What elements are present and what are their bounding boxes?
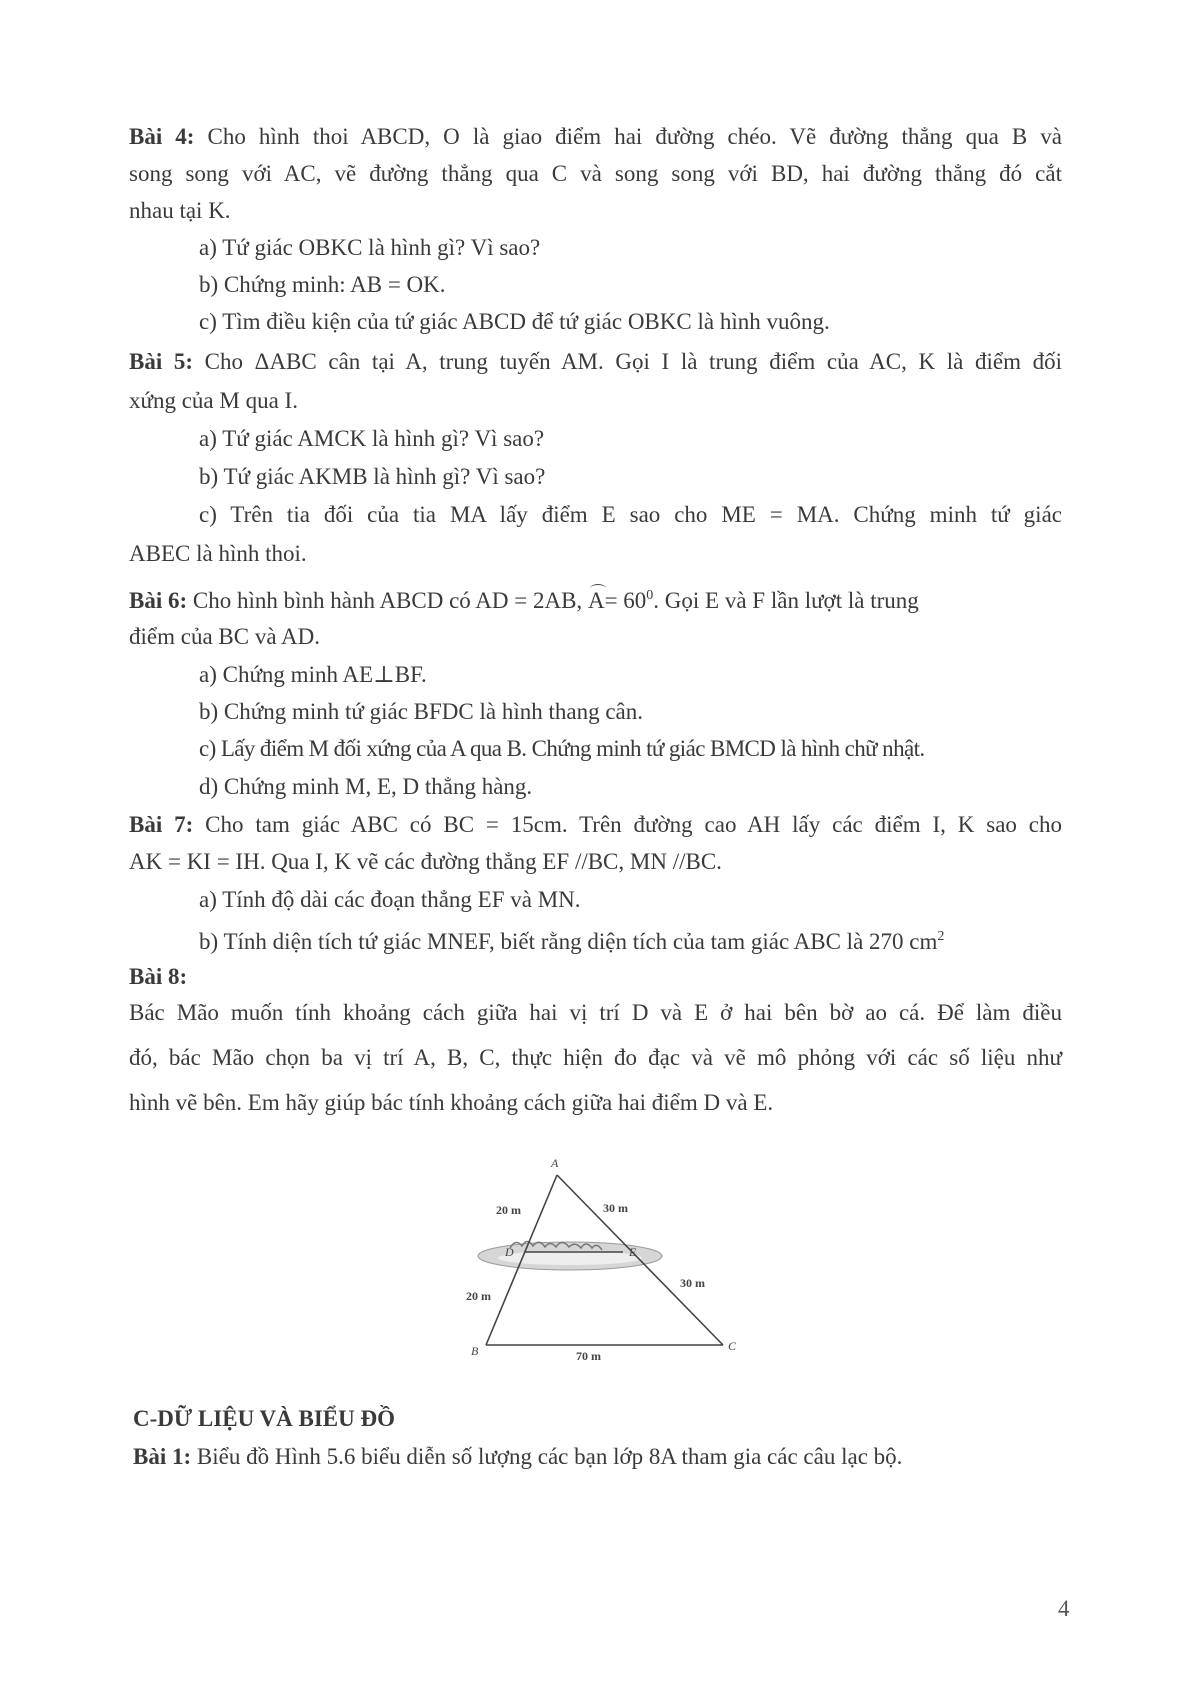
b8-line-1: Bác Mão muốn tính khoảng cách giữa hai vị trí D và E ở hai bên bờ ao cá. Để làm điều <box>129 1000 1062 1025</box>
b6-angle-a: A <box>588 586 605 616</box>
b5-part-c-2: ABEC là hình thoi. <box>129 541 307 566</box>
b7-part-b-text: b) Tính diện tích tứ giác MNEF, biết rằng diện tích của tam giác ABC là <box>199 929 864 954</box>
label-a: A <box>551 1156 559 1170</box>
b7-label: Bài 7: <box>129 812 194 837</box>
b5-label: Bài 5: <box>129 349 194 374</box>
b6-text-1a: Cho hình bình hành ABCD có AD = 2AB, <box>192 588 583 613</box>
b6-degree: 0 <box>646 588 654 603</box>
b6-part-b: b) Chứng minh tứ giác BFDC là hình thang cân. <box>199 699 643 724</box>
b4-line-3: nhau tại K. <box>129 198 231 223</box>
section-c-b1 <box>133 1442 902 1472</box>
b6-line-2: điểm của BC và AD. <box>129 624 320 649</box>
label-db: 20 m <box>466 1289 491 1303</box>
section-c-title: C-DỮ LIỆU VÀ BIỂU ĐỒ <box>133 1406 395 1431</box>
b5-text-1: Cho ΔABC cân tại A, trung tuyến AM. Gọi I là trung điểm của AC, K là điểm đối <box>204 349 1063 374</box>
b7-area: 270 cm <box>869 929 938 954</box>
b4-line-2: song song với AC, vẽ đường thẳng qua C và song song với BD, hai đường thẳng đó cắt <box>129 161 1062 186</box>
b6-part-c: c) Lấy điểm M đối xứng của A qua B. Chứng minh tứ giác BMCD là hình chữ nhật. <box>199 736 925 761</box>
label-c: C <box>728 1339 737 1353</box>
label-e: E <box>629 1245 637 1259</box>
b6-text-1b: . Gọi E và F lần lượt là trung <box>653 588 919 613</box>
b8-line-3: hình vẽ bên. Em hãy giúp bác tính khoảng cách giữa hai điểm D và E. <box>129 1090 774 1115</box>
b7-text-1: Cho tam giác ABC có BC = 15cm. Trên đường cao AH lấy các điểm I, K sao cho <box>205 812 1062 837</box>
b6-angle-eq: = 60 <box>604 588 647 613</box>
b5-part-b: b) Tứ giác AKMB là hình gì? Vì sao? <box>199 464 546 489</box>
page-number: 4 <box>1058 1596 1070 1621</box>
section-c-b1-text: Biểu đồ Hình 5.6 biểu diễn số lượng các bạn lớp 8A tham gia các câu lạc bộ. <box>196 1444 903 1469</box>
b7-part-b <box>199 922 944 957</box>
b8-line-2: đó, bác Mão chọn ba vị trí A, B, C, thực hiện đo đạc và vẽ mô phỏng với các số liệu như <box>129 1045 1062 1070</box>
b4-text-1: Cho hình thoi ABCD, O là giao điểm hai đường chéo. Vẽ đường thẳng qua B và <box>207 124 1062 149</box>
label-b: B <box>471 1344 479 1358</box>
b6-part-a: a) Chứng minh AE⊥BF. <box>199 662 427 687</box>
b6-line-1 <box>129 581 919 616</box>
b4-line-1 <box>129 122 1062 152</box>
b7-part-a: a) Tính độ dài các đoạn thẳng EF và MN. <box>199 887 581 912</box>
label-bc: 70 m <box>576 1349 601 1363</box>
b4-label: Bài 4: <box>129 124 195 149</box>
b7-area-exp: 2 <box>937 929 945 944</box>
b4-part-c: c) Tìm điều kiện của tứ giác ABCD để tứ giác OBKC là hình vuông. <box>199 309 830 334</box>
b6-part-d: d) Chứng minh M, E, D thẳng hàng. <box>199 774 533 799</box>
section-c-b1-label: Bài 1: <box>133 1444 192 1469</box>
b4-part-a: a) Tứ giác OBKC là hình gì? Vì sao? <box>199 235 541 260</box>
label-ae: 30 m <box>603 1201 628 1215</box>
b7-line-1 <box>129 810 1062 840</box>
b7-line-2: AK = KI = IH. Qua I, K vẽ các đường thẳng EF //BC, MN //BC. <box>129 849 722 874</box>
b5-line-1 <box>129 347 1062 377</box>
b8-label-line <box>129 962 187 992</box>
b5-part-c-1: c) Trên tia đối của tia MA lấy điểm E sao cho ME = MA. Chứng minh tứ giác <box>199 502 1062 527</box>
b6-label: Bài 6: <box>129 588 188 613</box>
b5-part-a: a) Tứ giác AMCK là hình gì? Vì sao? <box>199 426 545 451</box>
b8-label: Bài 8: <box>129 964 188 989</box>
b4-part-b: b) Chứng minh: AB = OK. <box>199 272 446 297</box>
triangle-figure <box>440 1150 760 1370</box>
b5-line-2: xứng của M qua I. <box>129 388 298 413</box>
label-ad: 20 m <box>496 1203 521 1217</box>
label-ec: 30 m <box>680 1276 705 1290</box>
label-d: D <box>505 1245 514 1259</box>
